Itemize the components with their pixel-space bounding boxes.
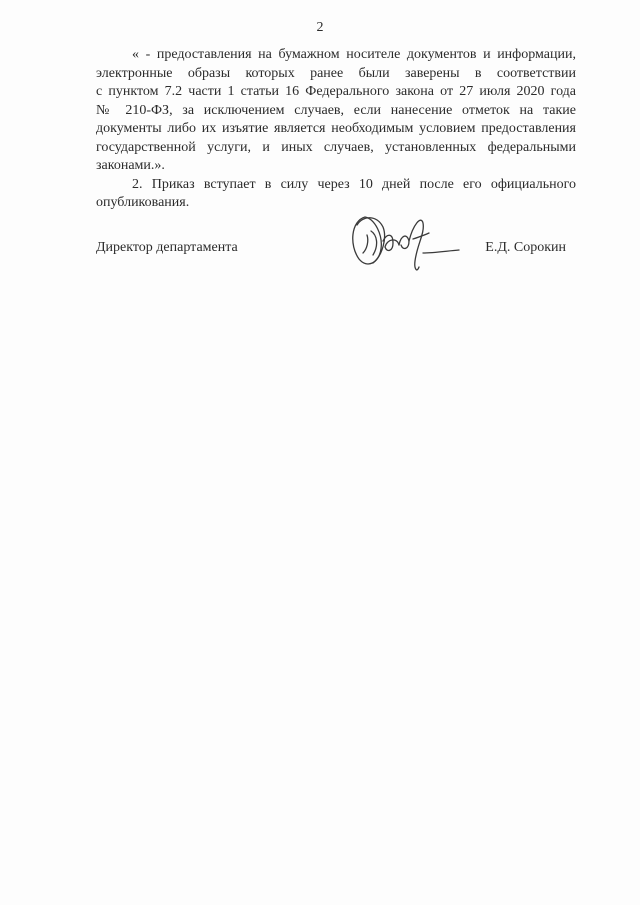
signatory-position: Директор департамента [96,240,238,255]
paragraph-line: с пунктом 7.2 части 1 статьи 16 Федерального закона от 27 июля 2020 года [96,84,576,99]
handwritten-signature-icon [343,205,463,280]
signatory-name: Е.Д. Сорокин [485,240,566,255]
paragraph-line: документы либо их изъятие является необходимым условием предоставления [96,121,576,136]
paragraph-line: 2. Приказ вступает в силу через 10 дней после его официального [132,176,576,192]
paragraph-line: № 210-ФЗ, за исключением случаев, если нанесение отметок на такие [96,102,576,118]
paragraph-line: « - предоставления на бумажном носителе документов и информации, [132,47,576,62]
page-number: 2 [316,20,324,35]
paragraph-line: опубликования. [96,195,190,210]
paragraph-effective-date [96,176,576,213]
paragraph-quoted-amendment [96,46,576,176]
signature-block [96,240,576,260]
paragraph-line: законами.». [96,158,165,173]
paragraph-line: государственной услуги, и иных случаев, установленных федеральными [96,139,576,155]
paragraph-line: электронные образы которых ранее были заверены в соответствии [96,65,576,81]
